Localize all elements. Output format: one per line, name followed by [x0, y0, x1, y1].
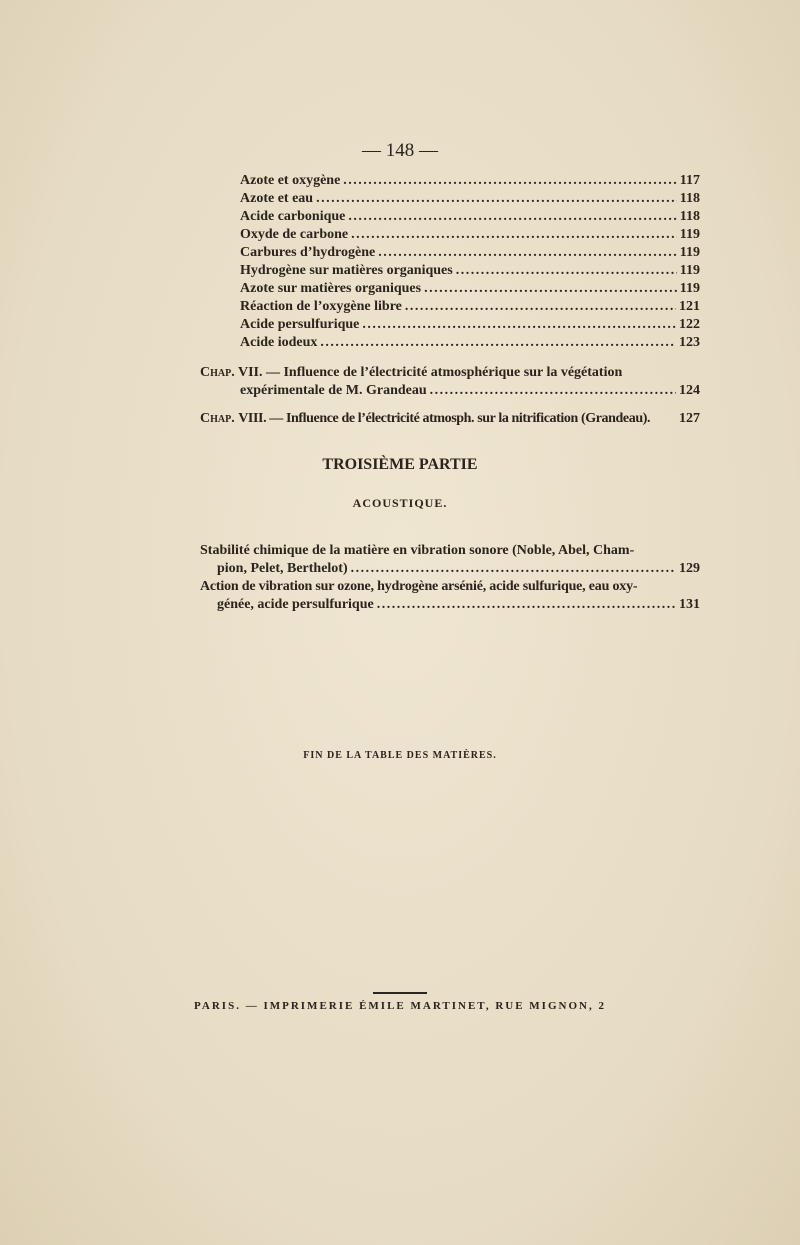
- chapter-7-title-cont: expérimentale de M. Grandeau: [240, 383, 427, 398]
- acoustics-entry-page: 131: [679, 597, 700, 612]
- toc-entry-label: Azote et eau: [240, 191, 314, 206]
- toc-entry-page: 119: [679, 245, 700, 260]
- toc-entry-page: 118: [679, 209, 700, 224]
- toc-entry: [240, 208, 700, 226]
- chapter-prefix: Chap.: [200, 365, 235, 380]
- part-subtitle: ACOUSTIQUE.: [352, 496, 448, 510]
- leader-dots: [362, 316, 676, 334]
- toc-entry-page: 118: [679, 191, 700, 206]
- toc-entry: [240, 244, 700, 262]
- acoustics-entry-label: génée, acide persulfurique: [217, 597, 374, 612]
- toc-entry: [240, 316, 700, 334]
- toc-entry-page: 121: [679, 299, 700, 314]
- toc-entry-page: 117: [679, 173, 700, 188]
- leader-dots: [424, 280, 677, 298]
- toc-entry-page: 123: [679, 335, 700, 350]
- divider-rule: [373, 992, 427, 994]
- printer-imprint: PARIS. — IMPRIMERIE ÉMILE MARTINET, RUE MIGNON, 2: [194, 1000, 606, 1012]
- leader-dots: [378, 244, 677, 262]
- leader-dots: [405, 298, 676, 316]
- leader-dots: [320, 334, 676, 352]
- toc-entry-page: 119: [679, 227, 700, 242]
- toc-entry: [240, 226, 700, 244]
- leader-dots: [351, 226, 677, 244]
- toc-entry: [240, 298, 700, 316]
- acoustics-entry-2-line2: [217, 596, 700, 614]
- chapter-7-continuation: [240, 382, 700, 400]
- leader-dots: [351, 560, 676, 578]
- acoustics-entry-2-line1: Action de vibration sur ozone, hydrogène arsénié, acide sulfurique, eau oxy-: [200, 579, 638, 594]
- chapter-7-page: 124: [679, 383, 700, 398]
- acoustics-entry-label: pion, Pelet, Berthelot): [217, 561, 348, 576]
- part-title: TROISIÈME PARTIE: [322, 456, 478, 473]
- toc-entry-label: Oxyde de carbone: [240, 227, 349, 242]
- toc-entry: [240, 334, 700, 352]
- end-note: FIN DE LA TABLE DES MATIÈRES.: [303, 750, 497, 761]
- chapter-8-page: 127: [679, 411, 700, 426]
- leader-dots: [377, 596, 676, 614]
- leader-dots: [343, 172, 676, 190]
- leader-dots: [348, 208, 676, 226]
- toc-entry: [240, 262, 700, 280]
- chapter-7-title: VII. — Influence de l’électricité atmosphérique sur la végétation: [237, 365, 623, 380]
- toc-entry: [240, 172, 700, 190]
- toc-entry: [240, 190, 700, 208]
- toc-entry-label: Réaction de l’oxygène libre: [240, 299, 402, 314]
- chapter-8-title: VIII. — Influence de l’électricité atmosph. sur la nitrification (Grandeau).: [238, 411, 651, 426]
- acoustics-entry-1-line2: [217, 560, 700, 578]
- toc-entry-label: Acide iodeux: [240, 335, 318, 350]
- acoustics-entry-page: 129: [679, 561, 700, 576]
- toc-entry-label: Hydrogène sur matières organiques: [240, 263, 453, 278]
- toc-entry-label: Acide carbonique: [240, 209, 346, 224]
- page-number: — 148 —: [362, 140, 438, 161]
- leader-dots: [430, 382, 676, 400]
- toc-entry-label: Azote et oxygène: [240, 173, 341, 188]
- chapter-7-heading: [200, 364, 700, 382]
- toc-entry: [240, 280, 700, 298]
- toc-entry-page: 119: [679, 263, 700, 278]
- toc-entry-label: Carbures d’hydrogène: [240, 245, 376, 260]
- chapter-prefix: Chap.: [200, 411, 235, 426]
- chapter-8-heading: [200, 410, 700, 428]
- leader-dots: [316, 190, 677, 208]
- acoustics-entry-1-line1: Stabilité chimique de la matière en vibration sonore (Noble, Abel, Cham-: [200, 543, 635, 558]
- toc-entry-page: 119: [679, 281, 700, 296]
- toc-entry-label: Azote sur matières organiques: [240, 281, 422, 296]
- toc-entry-page: 122: [679, 317, 700, 332]
- leader-dots: [456, 262, 677, 280]
- toc-entry-label: Acide persulfurique: [240, 317, 360, 332]
